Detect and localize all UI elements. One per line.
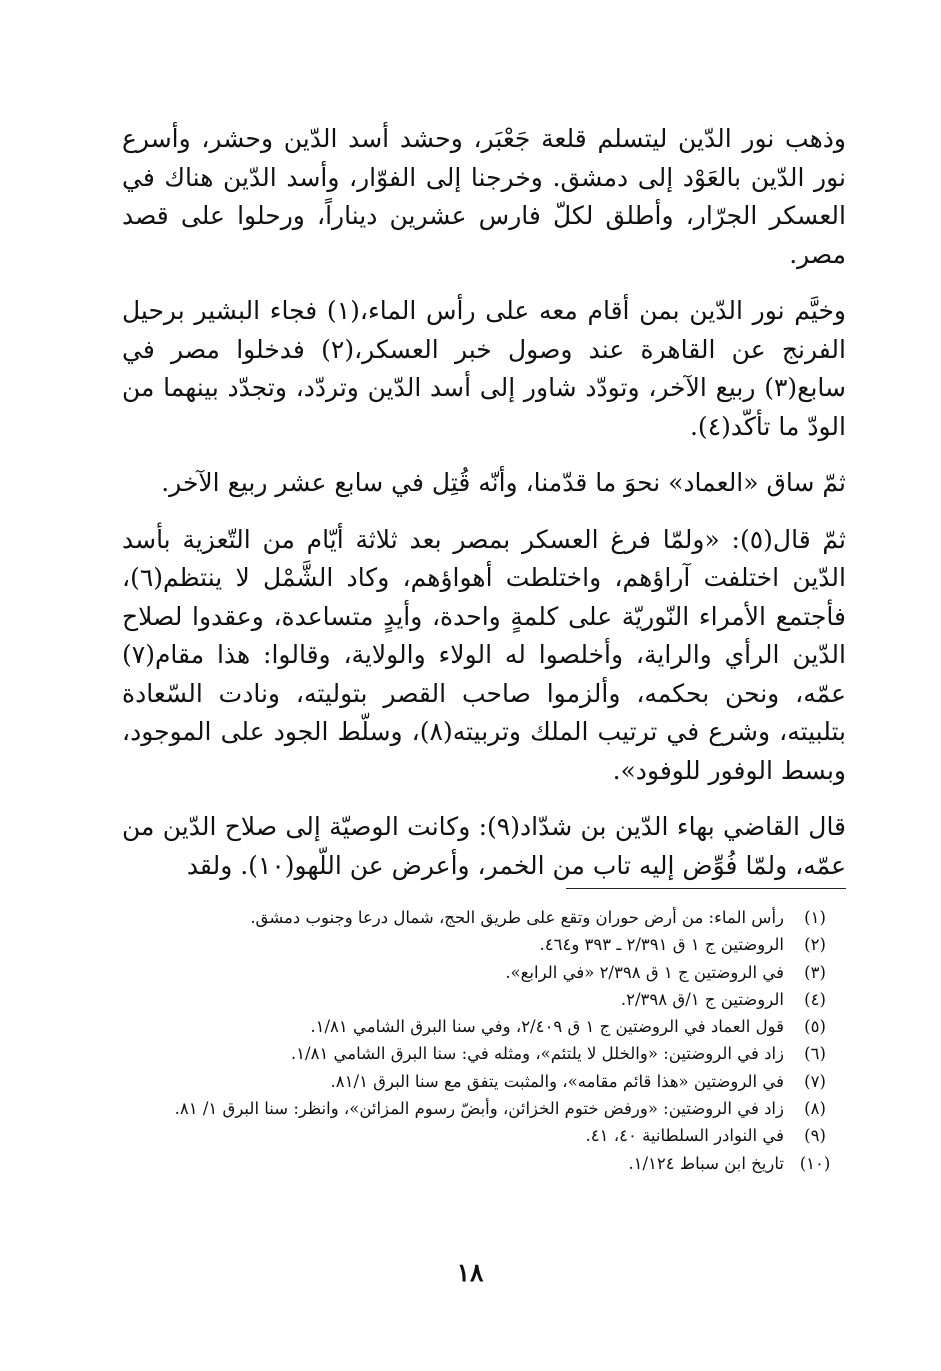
footnote-number: (٨) xyxy=(804,1099,826,1119)
footnote-text: تاريخ ابن سباط ١/١٢٤. xyxy=(628,1153,784,1173)
footnote-number: (٢) xyxy=(804,935,826,955)
footnote xyxy=(122,986,846,1013)
footnote-number: (٤) xyxy=(804,989,826,1009)
footnote-text: الروضتين ج ١/ق ٢/٣٩٨. xyxy=(620,989,784,1009)
footnote xyxy=(122,1040,846,1067)
footnote-text: زاد في الروضتين: «ورفض ختوم الخزائن، وأبضّ رسوم المزائن»، وانظر: سنا البرق ١/ ٨١. xyxy=(174,1099,784,1119)
footnote xyxy=(122,1150,846,1177)
footnote xyxy=(122,1068,846,1095)
footnote-text: في النوادر السلطانية ٤٠، ٤١. xyxy=(585,1126,784,1146)
footnote-text: قول العماد في الروضتين ج ١ ق ٢/٤٠٩، وفي سنا البرق الشامي ١/٨١. xyxy=(310,1017,784,1037)
footnote-number: (٣) xyxy=(804,962,826,982)
paragraph: ثمّ قال(٥): «ولمّا فرغ العسكر بمصر بعد ثلاثة أيّام من التّعزية بأسد الدّين اختلفت آراؤهم، واختلطت أهواؤهم، وكاد الشَّمْل لا ينتظم(٦)، فأجتمع الأمراء النّوريّة على كلمةٍ واحدة، وأيدٍ متساعدة، وعقدوا لصلاح الدّين الرأي والراية، وأخلصوا له الولاء والولاية، وقالوا: هذا مقام(٧) عمّه، ونحن بحكمه، وألزموا صاحب القصر بتوليته، ونادت السّعادة بتلبيته، وشرع في ترتيب الملك وتربيته(٨)، وسلّط الجود على الموجود، وبسط الوفور للوفود». xyxy=(122,524,847,785)
footnote xyxy=(122,904,846,931)
main-text xyxy=(122,120,846,903)
footnote-number: (١٠) xyxy=(799,1153,831,1173)
footnote xyxy=(122,1013,846,1040)
footnote-text: في الروضتين ج ١ ق ٢/٣٩٨ «في الرابع». xyxy=(505,962,784,982)
footnote xyxy=(122,1122,846,1149)
footnote xyxy=(122,1095,846,1122)
footnote-number: (٩) xyxy=(804,1126,826,1146)
paragraph: قال القاضي بهاء الدّين بن شدّاد(٩): وكانت الوصيّة إلى صلاح الدّين من عمّه، ولمّا فُوِّض إليه تاب من الخمر، وأعرض عن اللّهو(١٠). ولقد xyxy=(122,812,847,880)
paragraph: وخيَّم نور الدّين بمن أقام معه على رأس الماء،(١) فجاء البشير برحيل الفرنج عن القاهرة عند وصول خبر العسكر،(٢) فدخلوا مصر في سابع(٣) ربيع الآخر، وتودّد شاور إلى أسد الدّين وتردّد، وتجدّد بينهما من الودّ ما تأكّد(٤). xyxy=(122,296,846,441)
footnote-number: (٧) xyxy=(804,1071,826,1091)
page-number: ١٨ xyxy=(456,1258,484,1287)
footnote-number: (٦) xyxy=(804,1044,826,1064)
paragraph: وذهب نور الدّين ليتسلم قلعة جَعْبَر، وحشد أسد الدّين وحشر، وأسرع نور الدّين بالعَوْد إلى دمشق. وخرجنا إلى الفوّار، وأسد الدّين هناك في العسكر الجرّار، وأطلق لكلّ فارس عشرين ديناراً، ورحلوا على قصد مصر. xyxy=(122,124,846,269)
footnote-divider xyxy=(566,888,846,889)
footnote-text: رأس الماء: من أرض حوران وتقع على طريق الحج، شمال درعا وجنوب دمشق. xyxy=(250,908,784,927)
footnote-text: الروضتين ج ١ ق ٢/٣٩١ ـ ٣٩٣ و٤٦٤. xyxy=(539,935,784,955)
footnote-number: (٥) xyxy=(804,1017,826,1037)
footnote-text: في الروضتين «هذا قائم مقامه»، والمثبت يتفق مع سنا البرق ٨١/١. xyxy=(330,1071,784,1091)
footnote xyxy=(122,931,846,958)
paragraph: ثمّ ساق «العماد» نحوَ ما قدّمنا، وأنّه قُتِل في سابع عشر ربيع الآخر. xyxy=(161,468,846,497)
footnotes xyxy=(122,904,846,1177)
footnote xyxy=(122,959,846,986)
footnote-number: (١) xyxy=(804,908,826,927)
footnote-text: زاد في الروضتين: «والخلل لا يلتئم»، ومثله في: سنا البرق الشامي ١/٨١. xyxy=(290,1044,784,1064)
